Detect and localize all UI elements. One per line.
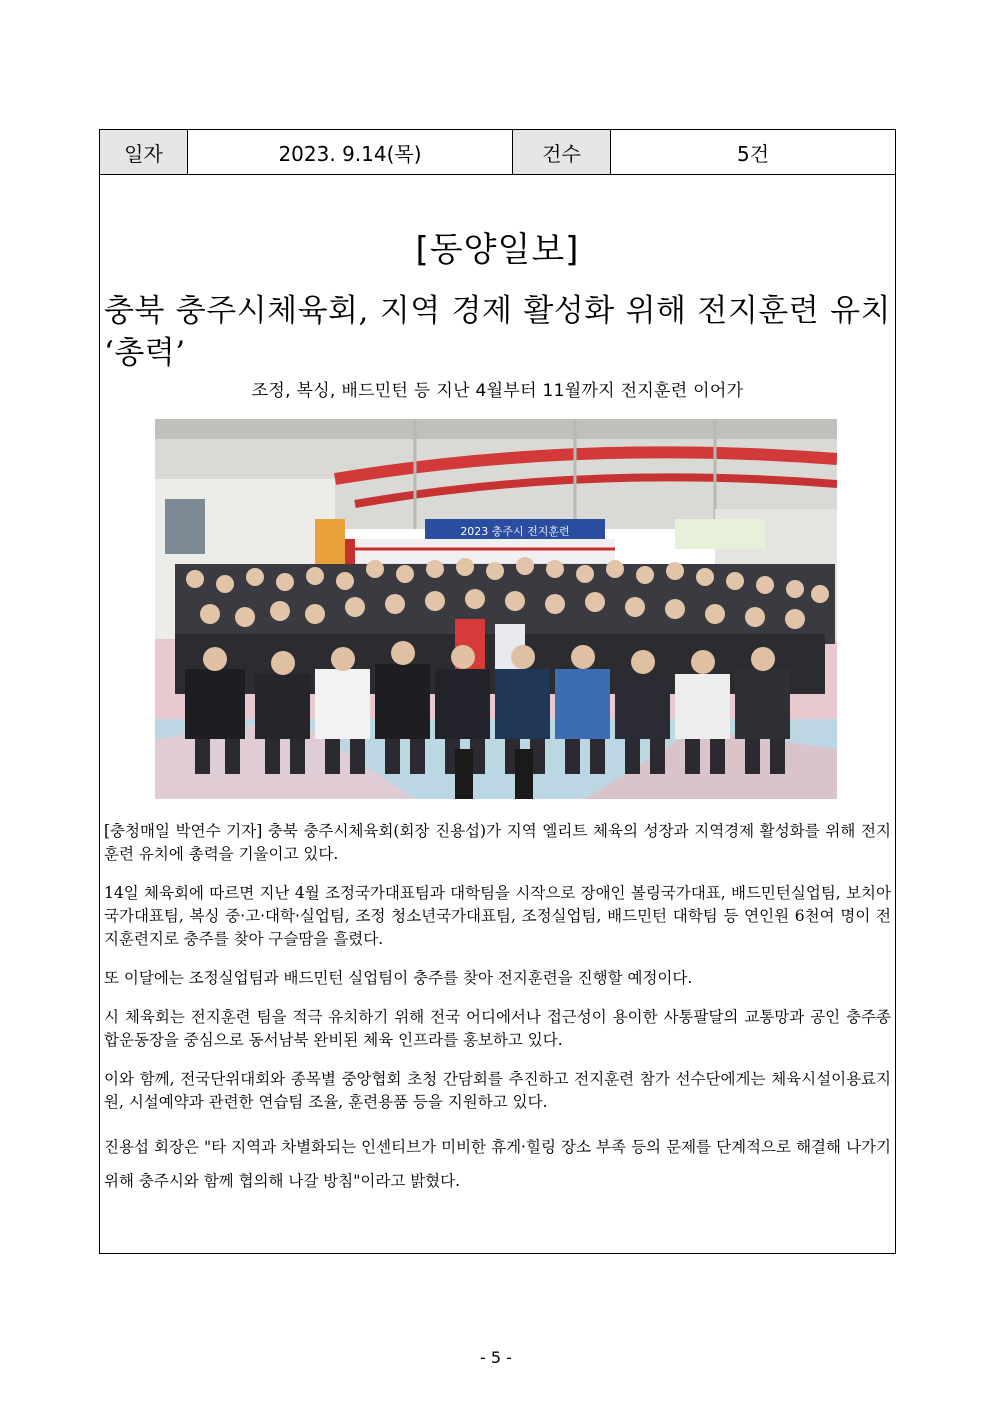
photo-banner-text: 2023 충주시 전지훈련 [460,525,570,538]
subheadline: 조정, 복싱, 배드민턴 등 지난 4월부터 11월까지 전지훈련 이어가 [251,381,744,401]
paragraph: [충청매일 박연수 기자] 충북 충주시체육회(회장 진용섭)가 지역 엘리트 체육의 성장과 지역경제 활성화를 위해 전지훈련 유치에 총력을 기울이고 있다. [104,822,891,863]
paragraph: 이와 함께, 전국단위대회와 종목별 중앙협회 초청 간담회를 추진하고 전지훈련 참가 선수단에게는 체육시설이용료지원, 시설예약과 관련한 연습팀 조율, 훈련용품 등을 지원하고 있다. [104,1070,891,1111]
count-label: 건수 [513,130,611,174]
paragraph: 14일 체육회에 따르면 지난 4월 조정국가대표팀과 대학팀을 시작으로 장애인 볼링국가대표, 배드민턴실업팀, 보치아 국가대표팀, 복싱 중·고·대학·실업팀, 조정 청소년국가대표팀, 조정실업팀, 배드민턴 대학팀 등 연인원 6천여 명이 전지훈련지로 충주를 찾아 구슬땀을 흘렸다. [104,884,891,948]
paragraph: 진용섭 회장은 "타 지역과 차별화되는 인센티브가 미비한 휴게·힐링 장소 부족 등의 문제를 단계적으로 해결해 나가기 위해 충주시와 함께 협의해 나갈 방침"이라고 밝혔다. [104,1138,891,1190]
article-photo [155,419,837,799]
paragraph: 시 체육회는 전지훈련 팀을 적극 유치하기 위해 전국 어디에서나 접근성이 용이한 사통팔달의 교통망과 공인 충주종합운동장을 중심으로 동서남북 완비된 체육 인프라를 홍보하고 있다. [104,1008,891,1049]
headline: 충북 충주시체육회, 지역 경제 활성화 위해 전지훈련 유치 ‘총력’ [104,293,891,371]
count-value: 5건 [736,141,770,166]
paragraph: 또 이달에는 조정실업팀과 배드민턴 실업팀이 충주를 찾아 전지훈련을 진행할 예정이다. [104,969,693,987]
date-label: 일자 [100,130,188,174]
article-frame [99,129,896,1254]
article-body [104,820,891,1214]
header-table [100,130,895,175]
news-source: [동양일보] [415,230,580,270]
page-number: - 5 - [480,1348,512,1367]
date-value: 2023. 9.14(목) [188,130,513,174]
